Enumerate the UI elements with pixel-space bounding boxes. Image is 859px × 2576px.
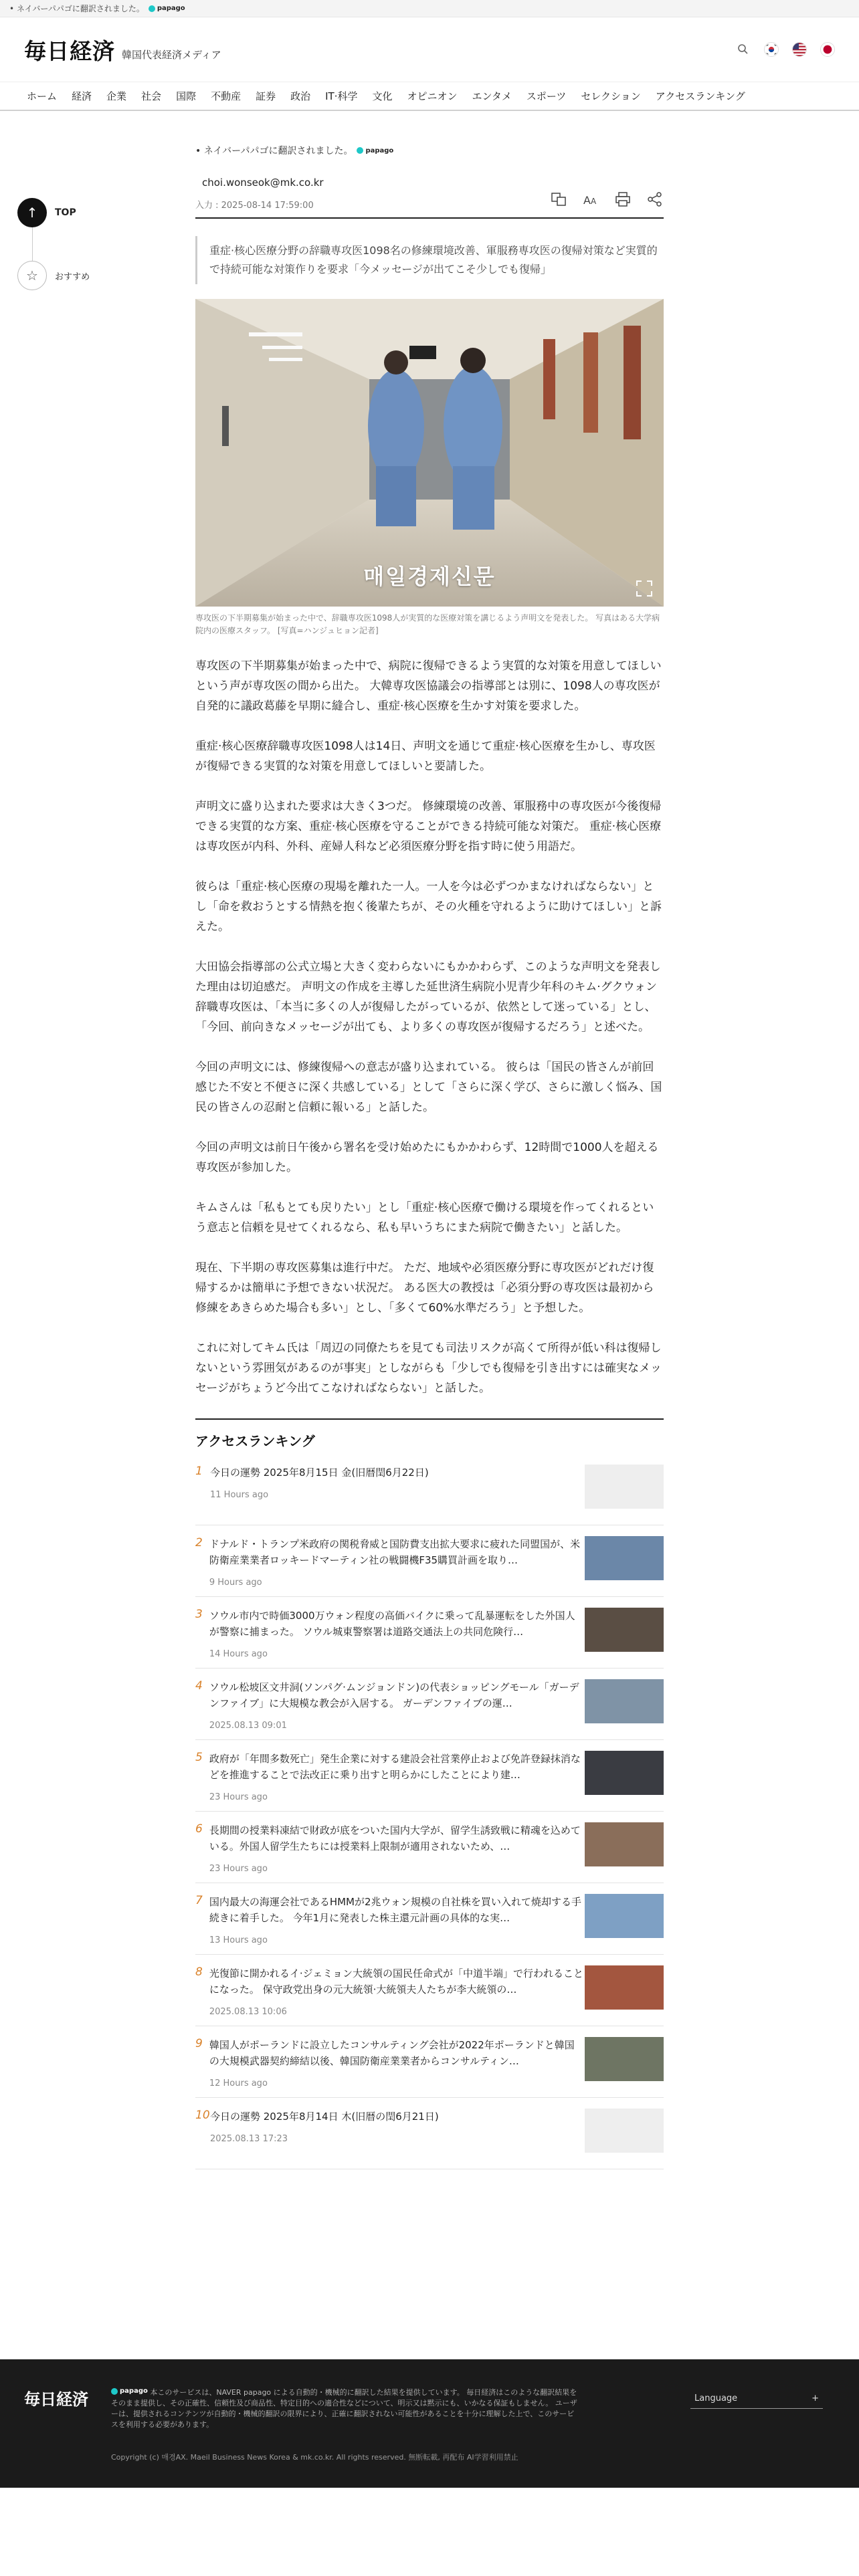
- ranking-item[interactable]: [195, 1812, 664, 1883]
- article-paragraph: 重症·核心医療辞職専攻医1098人は14日、声明文を通じて重症·核心医療を生かし、専攻医が復帰できる実質的な対策を用意してほしいと要請した。: [195, 740, 656, 773]
- papago-icon: [111, 2388, 118, 2395]
- nav-item-culture[interactable]: 文化: [372, 90, 393, 102]
- papago-icon: [149, 5, 155, 12]
- ranking-number: 4: [195, 1679, 203, 1693]
- star-icon[interactable]: ☆: [17, 261, 47, 290]
- nav-item-society[interactable]: 社会: [141, 90, 162, 102]
- ranking-number: 5: [195, 1751, 203, 1764]
- ranking-headline[interactable]: 今日の運勢 2025年8月14日 木(旧暦の閏6月21日): [210, 2111, 439, 2123]
- ranking-headline[interactable]: 国内最大の海運会社であるHMMが2兆ウォン規模の自社株を買い入れて焼却する手続きに着手した。 今年1月に発表した株主還元計画の具体的な実…: [209, 1896, 581, 1924]
- ranking-item[interactable]: [195, 1669, 664, 1740]
- ranking-item[interactable]: [195, 2098, 664, 2169]
- access-ranking: [195, 1418, 664, 2169]
- article-paragraph: 今回の声明文は前日午後から署名を受け始めたにもかかわらず、12時間で1000人を超える専攻医が参加した。: [195, 1141, 659, 1174]
- site-header: [0, 17, 859, 82]
- ranking-content: [209, 2037, 583, 2092]
- footer-copyright: Copyright (c) 매경AX. Maeil Business News Korea & mk.co.kr. All rights reserved. 無断転載, 再配布 AI学習利用禁止: [111, 2453, 518, 2462]
- ranking-content: [209, 1965, 583, 2020]
- ranking-number: 3: [195, 1608, 203, 1621]
- ranking-number: 6: [195, 1822, 203, 1836]
- korea-flag-icon[interactable]: [764, 42, 779, 57]
- translation-notice: • ネイバーパパゴに翻訳されました。: [9, 4, 145, 13]
- ranking-content: [209, 1679, 583, 1734]
- article-papago-badge: [357, 147, 393, 154]
- ranking-number: 9: [195, 2037, 203, 2050]
- ranking-number: 10: [195, 2109, 210, 2122]
- ranking-item[interactable]: [195, 1740, 664, 1812]
- ranking-item-text: [195, 1608, 583, 1662]
- nav-item-world[interactable]: 国際: [176, 90, 197, 102]
- papago-label: papago: [365, 146, 394, 154]
- nav-item-it-science[interactable]: IT·科学: [325, 90, 358, 102]
- article-paragraph: 専攻医の下半期募集が始まった中で、病院に復帰できるよう実質的な対策を用意してほしいという声が専攻医の間から出た。 大韓専攻医協議会の指導部とは別に、1098人の専攻医が自発的に議政葛藤を早期に縫合し、重症·核心医療を生かす対策を要求した。: [195, 659, 662, 713]
- nav-item-economy[interactable]: 経済: [72, 90, 92, 102]
- ranking-headline[interactable]: 今日の運勢 2025年8月15日 金(旧暦閏6月22日): [210, 1467, 429, 1479]
- print-icon[interactable]: [614, 191, 632, 208]
- article-body: [195, 656, 664, 1398]
- publish-date: 入力 : 2025-08-14 17:59:00: [195, 201, 314, 211]
- footer-papago-badge: [111, 2386, 148, 2397]
- article-paragraph: 声明文に盛り込まれた要求は大きく3つだ。 修練環境の改善、軍服務中の専攻医が今後復帰できる実質的な方案、重症·核心医療を守ることができる持続可能な対策だ。 重症·核心医療は専攻医が内科、外科、産婦人科など必須医療分野を指す時に使う用語だ。: [195, 800, 662, 853]
- ranking-time: 2025.08.13 10:06: [209, 2007, 287, 2017]
- papago-icon: [357, 147, 363, 154]
- ranking-thumbnail[interactable]: [585, 2037, 664, 2081]
- nav-item-politics[interactable]: 政治: [290, 90, 311, 102]
- article-paragraph: キムさんは「私もとても戻りたい」とし「重症·核心医療で働ける環境を作ってくれるという意志と信頼を見せてくれるなら、私も早いうちにまた病院で働きたい」と話した。: [195, 1201, 654, 1235]
- nav-item-selection[interactable]: セレクション: [581, 90, 641, 102]
- ranking-number: 8: [195, 1965, 203, 1979]
- ranking-item-text: [195, 1679, 583, 1734]
- author-info: [195, 177, 324, 211]
- nav-item-business[interactable]: 企業: [106, 90, 127, 102]
- article-paragraph: 大田協会指導部の公式立場と大きく変わらないにもかかわらず、このような声明文を発表した理由は切迫感だ。 声明文の作成を主導した延世済生病院小児青少年科のキム·グクウォン辞職専攻医は、「本当に多くの人が復帰したがっているが、依然として迷っている」とし、「今回、前向きなメッセージが出ても、より多くの専攻医が復帰するだろう」と述べた。: [195, 960, 661, 1034]
- japan-flag-icon[interactable]: [820, 42, 835, 57]
- search-icon[interactable]: [736, 42, 751, 57]
- usa-flag-icon[interactable]: [792, 42, 807, 57]
- footer-disclaimer: [111, 2386, 579, 2430]
- footer-disclaimer-text: 本このサービスは、NAVER papago による自動的・機械的に翻訳した結果を提供しています。 毎日経済はこのような翻訳結果をそのまま提供し、その正確性、信頼性及び商品性、特定目的への適合性などについて、明示又は黙示にも、いかなる保証もしません。 ユーザーは、提供されるコンテンツが自動的・機械的翻訳の限界により、正確に翻訳されない可能性があることを十分に理解した上で、このサービスを利用する必要があります。: [111, 2388, 577, 2429]
- ranking-item[interactable]: [195, 1955, 664, 2026]
- ranking-headline[interactable]: 光復節に開かれるイ·ジェミョン大統領の国民任命式が「中道半端」で行われることになった。 保守政党出身の元大統領·大統領夫人たちが李大統領の…: [209, 1967, 583, 1996]
- ranking-title: アクセスランキング: [195, 1433, 315, 1449]
- ranking-content: [209, 1608, 583, 1662]
- recommend-button-row[interactable]: [17, 261, 98, 290]
- ranking-time: 2025.08.13 09:01: [209, 1721, 287, 1731]
- ranking-item[interactable]: [195, 1454, 664, 1525]
- ranking-headline[interactable]: ソウル松坡区文井洞(ソンパグ·ムンジョンドン)の代表ショッピングモール「ガーデンファイブ」に大規模な教会が入居する。 ガーデンファイブの運…: [209, 1681, 579, 1709]
- top-label[interactable]: TOP: [55, 207, 76, 218]
- svg-text:A: A: [583, 194, 591, 207]
- ranking-number: 1: [195, 1465, 203, 1478]
- ranking-item[interactable]: [195, 2026, 664, 2098]
- ranking-time: 9 Hours ago: [209, 1578, 262, 1588]
- nav-item-sports[interactable]: スポーツ: [526, 90, 567, 102]
- papago-badge: [149, 5, 185, 12]
- side-floating-menu: [17, 198, 98, 290]
- photo-caption: 専攻医の下半期募集が始まった中で、辞職専攻医1098人が実質的な医療対策を講じるよう声明文を発表した。 写真はある大学病院内の医療スタッフ。 [写真=ハンジュヒョン記者]: [195, 613, 660, 635]
- site-footer: [0, 2359, 859, 2488]
- ranking-thumbnail[interactable]: [585, 1608, 664, 1652]
- ranking-time: 14 Hours ago: [209, 1649, 268, 1659]
- ranking-item-text: [195, 1894, 583, 1949]
- top-button-row[interactable]: [17, 198, 98, 227]
- ranking-content: [209, 1894, 583, 1949]
- article-translation-text: • ネイバーパパゴに翻訳されました。: [195, 146, 353, 156]
- ranking-thumbnail[interactable]: [585, 1822, 664, 1866]
- ranking-item-text: [195, 1536, 583, 1591]
- article: [195, 142, 664, 2169]
- recommend-label[interactable]: おすすめ: [55, 272, 90, 282]
- article-photo[interactable]: [195, 299, 664, 607]
- article-meta: [195, 177, 664, 219]
- ranking-item-text: [195, 1751, 583, 1806]
- ranking-thumbnail[interactable]: [585, 1465, 664, 1509]
- logo-group[interactable]: [24, 34, 221, 66]
- nav-item-opinion[interactable]: オピニオン: [407, 90, 458, 102]
- ranking-item-text: [195, 2109, 583, 2147]
- ranking-content: [209, 1536, 583, 1591]
- translate-icon[interactable]: [550, 191, 567, 208]
- ranking-thumbnail[interactable]: [585, 1894, 664, 1938]
- ranking-thumbnail[interactable]: [585, 1751, 664, 1795]
- footer-logo[interactable]: 毎日経済: [24, 2389, 88, 2409]
- article-paragraph: 今回の声明文には、修練復帰への意志が盛り込まれている。 彼らは「国民の皆さんが前回感じた不安と不便さに深く共感している」として「さらに深く学び、さらに激しく悩み、国民の皆さんの忍耐と信頼に報いる」と話した。: [195, 1061, 662, 1114]
- ranking-item-text: [195, 1822, 583, 1877]
- ranking-thumbnail[interactable]: [585, 1536, 664, 1580]
- ranking-headline[interactable]: ソウル市内で時価3000万ウォン程度の高価バイクに乗って乱暴運転をした外国人が警察に捕まった。 ソウル城東警察署は道路交通法上の共同危険行…: [209, 1610, 575, 1638]
- site-tagline: 韓国代表経済メディア: [122, 48, 221, 61]
- ranking-headline[interactable]: 長期間の授業料凍結で財政が底をついた国内大学が、留学生誘致戦に精魂を込めている。外国人留学生たちには授業料上限制が適用されないため、…: [209, 1824, 581, 1852]
- nav-item-home[interactable]: ホーム: [27, 90, 58, 102]
- share-icon[interactable]: [646, 191, 664, 208]
- ranking-item[interactable]: [195, 1525, 664, 1597]
- header-actions: [736, 42, 835, 57]
- side-divider: [32, 227, 33, 261]
- article-paragraph: 彼らは「重症·核心医療の現場を離れた一人。一人を今は必ずつかまなければならない」とし「命を救おうとする情熱を抱く後輩たちが、その火種を守れるように助けてほしい」と訴えた。: [195, 880, 662, 934]
- ranking-item-text: [195, 1965, 583, 2020]
- ranking-number: 7: [195, 1894, 203, 1907]
- nav-item-entertainment[interactable]: エンタメ: [472, 90, 512, 102]
- language-label[interactable]: Language: [694, 2393, 738, 2403]
- ranking-thumbnail[interactable]: [585, 1965, 664, 2010]
- font-size-icon[interactable]: [582, 191, 599, 208]
- ranking-item-text: [195, 2037, 583, 2092]
- article-paragraph: これに対してキム氏は「周辺の同僚たちを見ても司法リスクが高くて所得が低い科は復帰しないという雰囲気があるのが事実」としながらも「少しでも復帰を引き出すには確実なメッセージがちょうど今出てこなければならない」と話した。: [195, 1341, 662, 1395]
- nav-item-ranking[interactable]: アクセスランキング: [655, 90, 745, 102]
- ranking-item[interactable]: [195, 1883, 664, 1955]
- arrow-up-icon[interactable]: ↑: [17, 198, 47, 227]
- plus-icon[interactable]: +: [812, 2393, 819, 2403]
- ranking-time: 2025.08.13 17:23: [210, 2134, 288, 2144]
- article-translation-note: [195, 142, 664, 159]
- ranking-content: [209, 1751, 583, 1806]
- main-nav: [0, 82, 859, 111]
- article-summary: 重症·核心医療分野の辞職専攻医1098名の修練環境改善、軍服務専攻医の復帰対策など実質的で持続可能な対策作りを要求「今メッセージが出てこそ少しでも復帰」: [195, 236, 664, 284]
- language-select[interactable]: [690, 2389, 823, 2409]
- nav-item-securities[interactable]: 証券: [256, 90, 276, 102]
- ranking-time: 13 Hours ago: [209, 1935, 268, 1945]
- ranking-headline[interactable]: 政府が「年間多数死亡」発生企業に対する建設会社営業停止および免許登録抹消などを推進することで法改正に乗り出すと明らかにしたことにより建…: [209, 1753, 581, 1781]
- ranking-thumbnail[interactable]: [585, 2109, 664, 2153]
- ranking-thumbnail[interactable]: [585, 1679, 664, 1723]
- ranking-content: [210, 1465, 429, 1503]
- ranking-time: 11 Hours ago: [210, 1490, 269, 1500]
- site-logo[interactable]: 毎日経済: [24, 37, 115, 64]
- nav-item-real-estate[interactable]: 不動産: [211, 90, 242, 102]
- ranking-time: 12 Hours ago: [209, 2078, 268, 2088]
- svg-text:A: A: [591, 197, 597, 206]
- photo-watermark: 매일경제신문: [363, 564, 496, 589]
- translation-topbar: [0, 0, 859, 17]
- papago-label: papago: [120, 2387, 148, 2395]
- ranking-content: [210, 2109, 439, 2147]
- expand-icon[interactable]: [634, 578, 654, 599]
- ranking-headline[interactable]: 韓国人がポーランドに設立したコンサルティング会社が2022年ポーランドと韓国の大規模武器契約締結以後、韓国防衛産業業者からコンサルティン…: [209, 2039, 575, 2067]
- ranking-content: [209, 1822, 583, 1877]
- ranking-number: 2: [195, 1536, 203, 1549]
- ranking-time: 23 Hours ago: [209, 1792, 268, 1802]
- ranking-time: 23 Hours ago: [209, 1864, 268, 1874]
- papago-label: papago: [157, 5, 185, 12]
- author-email[interactable]: choi.wonseok@mk.co.kr: [202, 177, 324, 189]
- article-paragraph: 現在、下半期の専攻医募集は進行中だ。 ただ、地域や必須医療分野に専攻医がどれだけ復帰するかは簡単に予想できない状況だ。 ある医大の教授は「必須分野の専攻医は最初から修練をあきらめた場合も多い」とし、「多くて60%水準だろう」と予想した。: [195, 1261, 654, 1315]
- ranking-item[interactable]: [195, 1597, 664, 1669]
- ranking-headline[interactable]: ドナルド・トランプ米政府の関税脅威と国防費支出拡大要求に疲れた同盟国が、米防衛産業業者ロッキードマーティン社の戦闘機F35購買計画を取り…: [209, 1538, 581, 1566]
- ranking-item-text: [195, 1465, 583, 1503]
- article-tools: [550, 191, 664, 211]
